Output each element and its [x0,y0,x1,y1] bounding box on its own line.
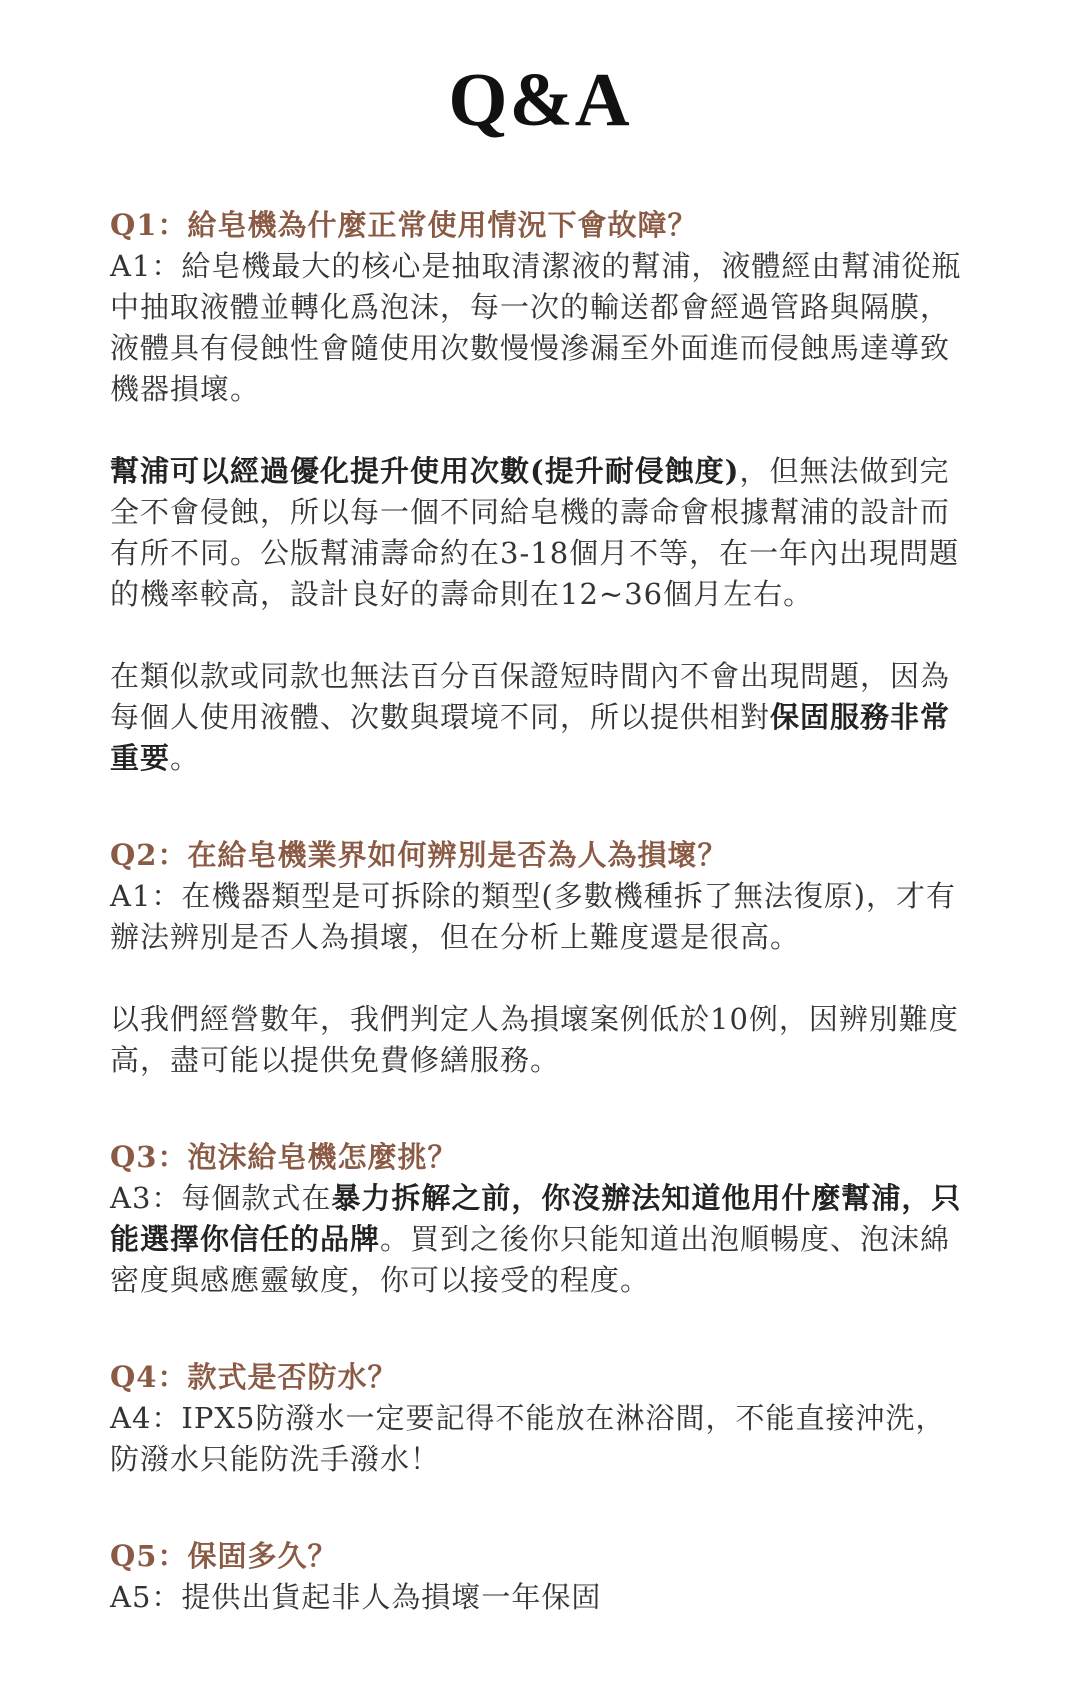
question-1: Q1：給皂機為什麼正常使用情況下會故障？ [110,208,698,242]
answer-3-text: 。買到之後你只能知道出泡順暢度、泡沫綿密度與感應靈敏度，你可以接受的程度。 [110,1222,951,1297]
answer-3-prefix: A3：每個款式在 [110,1181,332,1215]
answer-3-bold: 暴力拆解之前，你沒辦法知道他用什麼幫浦，只能選擇你信任的品牌 [110,1181,962,1256]
question-2: Q2：在給皂機業界如何辨別是否為人為損壞？ [110,838,728,872]
qa-section-5 [110,1536,970,1618]
answer-1-paragraph-2-text: ，但無法做到完全不會侵蝕，所以每一個不同給皂機的壽命會根據幫浦的設計而有所不同。公版幫浦壽命約在3-18個月不等，在一年內出現問題的機率較高，設計良好的壽命則在12~36個月左右。 [110,454,960,611]
page-title: Q&A [448,58,632,142]
answer-2-paragraph-2: 以我們經營數年，我們判定人為損壞案例低於10例，因辨別難度高，盡可能以提供免費修繕服務。 [110,1002,959,1077]
answer-1-paragraph-3 [110,656,970,779]
qa-section-2 [110,835,970,1081]
answer-3 [110,1178,970,1301]
answer-1-paragraph-3-bold: 保固服務非常重要 [110,700,951,775]
question-4: Q4：款式是否防水？ [110,1360,398,1394]
answer-2: A1：在機器類型是可拆除的類型(多數機種拆了無法復原)，才有辦法辨別是否人為損壞，但在分析上難度還是很高。 [110,879,957,954]
answer-1-paragraph-3-text: 在類似款或同款也無法百分百保證短時間內不會出現問題，因為每個人使用液體、次數與環境不同，所以提供相對 [110,659,951,734]
answer-4: A4：IPX5防潑水一定要記得不能放在淋浴間，不能直接沖洗，防潑水只能防洗手潑水！ [110,1401,946,1476]
answer-1: A1：給皂機最大的核心是抽取清潔液的幫浦，液體經由幫浦從瓶中抽取液體並轉化爲泡沫，每一次的輸送都會經過管路與隔膜，液體具有侵蝕性會隨使用次數慢慢滲漏至外面進而侵蝕馬達導致機器損壞。 [110,249,962,406]
answer-1-paragraph-2-bold: 幫浦可以經過優化提升使用次數(提升耐侵蝕度) [110,454,740,488]
answer-5: A5：提供出貨起非人為損壞一年保固 [110,1580,602,1614]
answer-1-paragraph-3-end: 。 [170,741,201,775]
qa-section-1 [110,205,970,779]
qa-section-4 [110,1357,970,1480]
question-5: Q5：保固多久？ [110,1539,338,1573]
qa-section-3 [110,1137,970,1301]
question-3: Q3：泡沫給皂機怎麼挑？ [110,1140,458,1174]
answer-1-paragraph-2 [110,451,970,615]
